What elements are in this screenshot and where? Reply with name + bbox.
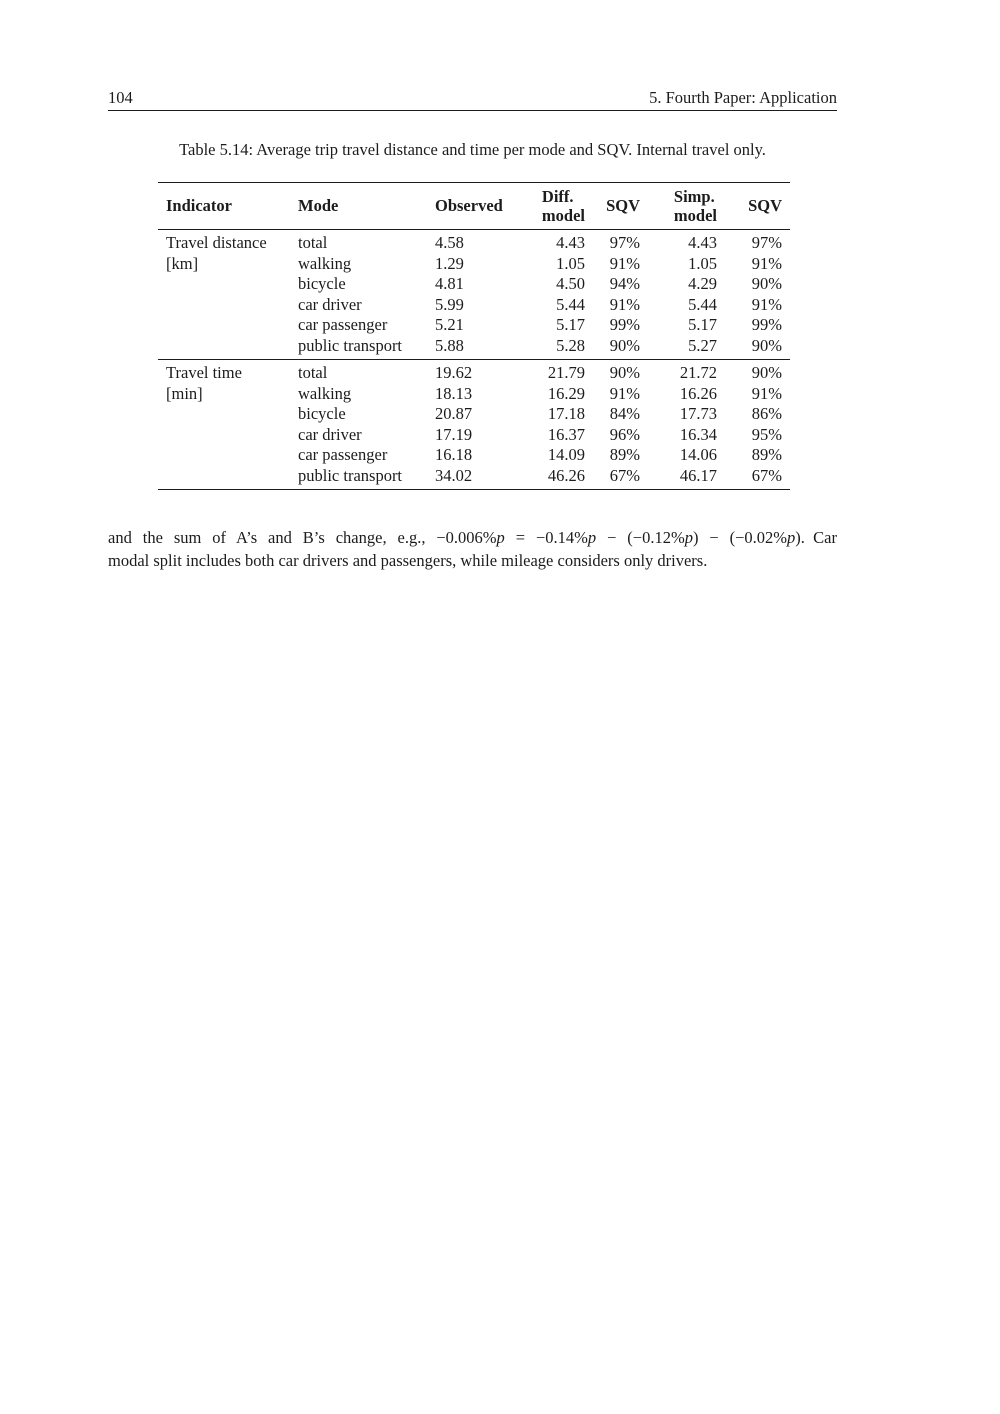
table-row xyxy=(158,404,790,425)
table-row xyxy=(158,254,790,275)
cell-sqv-1: 89% xyxy=(609,445,640,464)
cell-sqv-1: 97% xyxy=(609,233,640,252)
cell-indicator xyxy=(158,336,290,360)
cell-sqv-2: 90% xyxy=(751,274,782,293)
cell-simp-model: 14.06 xyxy=(679,445,717,464)
cell-diff-model: 14.09 xyxy=(547,445,585,464)
running-header-title: 5. Fourth Paper: Application xyxy=(649,88,837,107)
cell-sqv-1: 90% xyxy=(585,360,640,384)
cell-diff-model: 16.37 xyxy=(547,424,585,444)
cell-observed: 5.21 xyxy=(435,315,464,334)
table-row xyxy=(158,384,790,405)
cell-simp-model: 4.43 xyxy=(688,233,717,252)
cell-sqv-1: 91% xyxy=(609,383,640,403)
cell-mode: total xyxy=(290,360,427,384)
cell-mode: bicycle xyxy=(298,404,346,423)
cell-observed: 16.18 xyxy=(435,445,473,464)
diff-header-line2: model xyxy=(541,206,585,225)
paragraph-line-2: modal split includes both car drivers and passengers, while mileage considers only drivers. xyxy=(108,550,708,570)
cell-indicator xyxy=(158,315,290,336)
cell-mode: total xyxy=(298,233,328,252)
header-rule xyxy=(108,110,837,111)
cell-indicator: Travel time xyxy=(158,360,290,384)
simp-header-line2: model xyxy=(673,206,717,225)
cell-observed: 19.62 xyxy=(427,360,535,384)
table-header-row xyxy=(158,183,790,230)
diff-model-header-lines xyxy=(542,187,585,225)
cell-sqv-1: 67% xyxy=(609,465,640,485)
body-paragraph xyxy=(108,527,837,572)
table-row xyxy=(158,230,790,254)
cell-diff-model: 4.43 xyxy=(556,233,585,252)
col-header-indicator: Indicator xyxy=(158,183,290,230)
running-head xyxy=(108,87,837,109)
cell-observed: 18.13 xyxy=(435,383,473,403)
table-row xyxy=(158,336,790,360)
cell-simp-model: 16.26 xyxy=(679,383,717,403)
cell-mode: car passenger xyxy=(298,315,388,334)
cell-diff-model: 16.29 xyxy=(547,383,585,403)
cell-observed: 17.19 xyxy=(435,424,473,444)
simp-header-line1: Simp. xyxy=(673,187,715,206)
cell-observed: 34.02 xyxy=(435,465,473,485)
cell-sqv-2: 86% xyxy=(751,404,782,423)
cell-indicator: [km] xyxy=(166,253,199,273)
cell-sqv-2: 90% xyxy=(717,360,790,384)
cell-observed: 5.99 xyxy=(435,294,464,314)
cell-diff-model: 17.18 xyxy=(547,404,585,423)
paragraph-line-1: and the sum of A’s and B’s change, e.g., −0.006%p = −0.14%p − (−0.12%p) − (−0.02%p). Car xyxy=(108,528,837,547)
cell-simp-model: 5.27 xyxy=(688,335,717,355)
cell-diff-model: 5.44 xyxy=(556,294,585,314)
cell-sqv-2: 91% xyxy=(751,294,782,314)
cell-sqv-1: 96% xyxy=(609,424,640,444)
cell-mode: bicycle xyxy=(298,274,346,293)
cell-sqv-2: 95% xyxy=(751,424,782,444)
table-row xyxy=(158,360,790,384)
cell-simp-model: 4.29 xyxy=(688,274,717,293)
table-caption: Table 5.14: Average trip travel distance and time per mode and SQV. Internal travel only. xyxy=(179,140,766,159)
diff-header-line1: Diff. xyxy=(541,187,574,206)
cell-observed: 4.81 xyxy=(435,274,464,293)
col-header-observed: Observed xyxy=(427,183,535,230)
cell-observed: 20.87 xyxy=(435,404,473,423)
travel-distance-group xyxy=(158,230,790,360)
table-row xyxy=(158,445,790,466)
cell-mode: car passenger xyxy=(298,445,388,464)
cell-sqv-1: 99% xyxy=(609,315,640,334)
cell-simp-model: 5.17 xyxy=(688,315,717,334)
cell-indicator xyxy=(158,274,290,295)
cell-mode: walking xyxy=(298,253,352,273)
col-header-sqv-2: SQV xyxy=(717,183,790,230)
cell-sqv-2: 91% xyxy=(751,383,782,403)
cell-simp-model: 1.05 xyxy=(688,253,717,273)
cell-sqv-2: 97% xyxy=(751,233,782,252)
results-table xyxy=(158,182,790,490)
table-row xyxy=(158,425,790,446)
cell-simp-model: 46.17 xyxy=(679,465,717,485)
col-header-simp-model xyxy=(640,183,717,230)
cell-indicator xyxy=(158,404,290,425)
cell-diff-model: 1.05 xyxy=(556,253,585,273)
col-header-mode: Mode xyxy=(290,183,427,230)
cell-observed: 4.58 xyxy=(435,233,464,252)
table-row xyxy=(158,274,790,295)
cell-mode: car driver xyxy=(298,294,362,314)
cell-diff-model: 5.17 xyxy=(556,315,585,334)
table-row xyxy=(158,315,790,336)
cell-sqv-2: 91% xyxy=(751,253,782,273)
cell-sqv-1: 90% xyxy=(609,335,640,355)
cell-mode: car driver xyxy=(298,424,362,444)
table-row xyxy=(158,466,790,490)
col-header-sqv-1: SQV xyxy=(585,183,640,230)
cell-sqv-1: 91% xyxy=(609,253,640,273)
cell-sqv-2: 99% xyxy=(751,315,782,334)
col-header-diff-model xyxy=(535,183,585,230)
cell-mode: public transport xyxy=(298,335,403,355)
cell-diff-model: 21.79 xyxy=(535,360,585,384)
cell-indicator xyxy=(158,295,290,316)
cell-indicator xyxy=(158,445,290,466)
travel-time-group xyxy=(158,360,790,490)
cell-sqv-2: 89% xyxy=(751,445,782,464)
cell-diff-model: 5.28 xyxy=(556,335,585,355)
cell-simp-model: 17.73 xyxy=(679,404,717,423)
cell-indicator xyxy=(158,466,290,490)
cell-sqv-2: 90% xyxy=(751,335,782,355)
cell-sqv-1: 94% xyxy=(609,274,640,293)
cell-indicator: Travel distance xyxy=(166,233,267,252)
cell-observed: 5.88 xyxy=(435,335,464,355)
cell-sqv-2: 67% xyxy=(751,465,782,485)
cell-sqv-1: 91% xyxy=(609,294,640,314)
cell-diff-model: 46.26 xyxy=(547,465,585,485)
cell-mode: walking xyxy=(298,383,352,403)
cell-sqv-1: 84% xyxy=(609,404,640,423)
cell-diff-model: 4.50 xyxy=(556,274,585,293)
simp-model-header-lines xyxy=(674,187,717,225)
cell-simp-model: 21.72 xyxy=(640,360,717,384)
cell-simp-model: 5.44 xyxy=(688,294,717,314)
cell-simp-model: 16.34 xyxy=(679,424,717,444)
page-number: 104 xyxy=(108,88,133,107)
cell-mode: public transport xyxy=(298,465,403,485)
cell-observed: 1.29 xyxy=(435,253,464,273)
cell-indicator: [min] xyxy=(166,383,203,403)
cell-indicator xyxy=(158,425,290,446)
table-row xyxy=(158,295,790,316)
